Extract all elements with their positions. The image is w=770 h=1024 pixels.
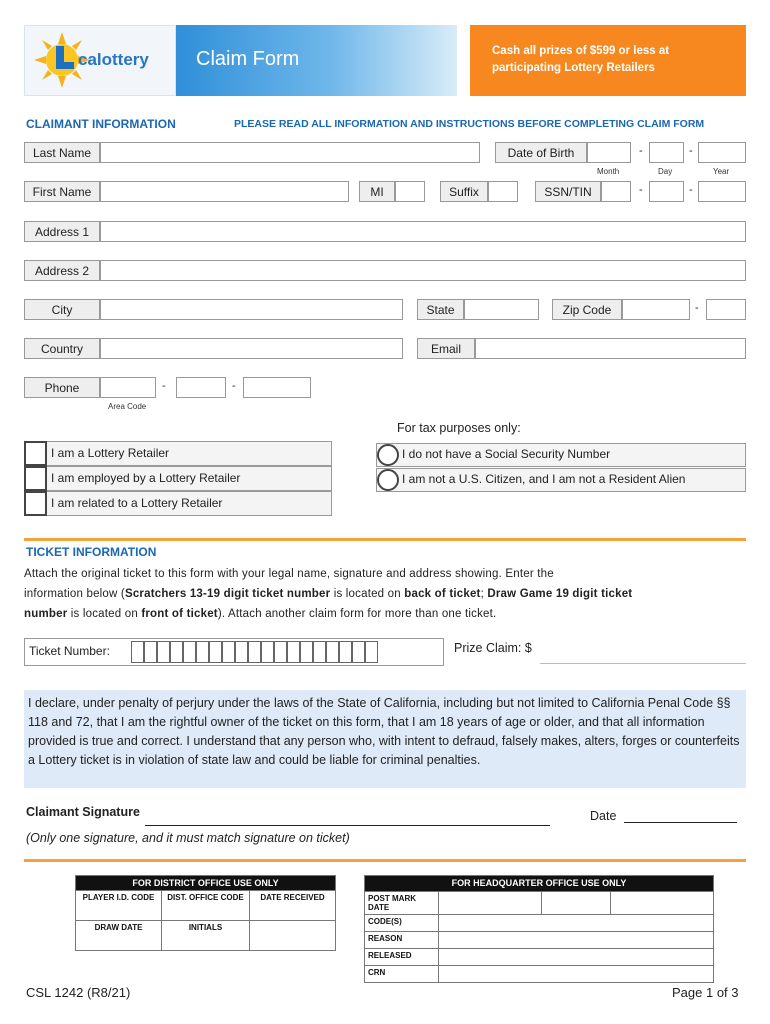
ssn-part2-field[interactable] <box>649 181 684 202</box>
dob-label: Date of Birth <box>495 142 587 163</box>
month-caption: Month <box>597 167 620 176</box>
last-name-label: Last Name <box>24 142 100 163</box>
hq-office-table <box>364 875 714 983</box>
dob-year-field[interactable] <box>698 142 746 163</box>
phone-area-field[interactable] <box>100 377 156 398</box>
city-label: City <box>24 299 100 320</box>
zip-field[interactable] <box>622 299 690 320</box>
city-field[interactable] <box>100 299 403 320</box>
ssn-dash-2: - <box>689 184 693 196</box>
mi-label: MI <box>359 181 395 202</box>
employed-checkbox[interactable] <box>24 466 47 491</box>
address1-label: Address 1 <box>24 221 100 242</box>
signature-note: (Only one signature, and it must match signature on ticket) <box>26 831 350 845</box>
retailer-checkbox[interactable] <box>24 441 47 466</box>
zip-ext-field[interactable] <box>706 299 746 320</box>
ticket-digit-cell[interactable] <box>170 641 183 663</box>
phone-prefix-field[interactable] <box>176 377 226 398</box>
related-checkbox[interactable] <box>24 491 47 516</box>
related-option-label: I am related to a Lottery Retailer <box>51 496 223 510</box>
ticket-section-title: TICKET INFORMATION <box>26 545 157 559</box>
ticket-digit-cell[interactable] <box>261 641 274 663</box>
no-ssn-label: I do not have a Social Security Number <box>402 447 611 461</box>
non-citizen-radio[interactable] <box>377 469 399 491</box>
suffix-label: Suffix <box>440 181 488 202</box>
dob-dash-2: - <box>689 145 693 157</box>
first-name-field[interactable] <box>100 181 349 202</box>
ticket-digit-cell[interactable] <box>274 641 287 663</box>
empty-cell <box>250 921 336 951</box>
ticket-instructions-line2: information below (Scratchers 13-19 digit ticket number is located on back of ticket; Draw Game 19 digit ticket <box>24 588 633 600</box>
phone-dash-1: - <box>162 380 166 392</box>
dob-month-field[interactable] <box>587 142 631 163</box>
form-code: CSL 1242 (R8/21) <box>26 985 131 1000</box>
ticket-digit-cell[interactable] <box>157 641 170 663</box>
page-title: Claim Form <box>196 48 300 70</box>
year-caption: Year <box>713 167 730 176</box>
signature-label: Claimant Signature <box>26 805 140 819</box>
dist-office-code-cell: DIST. OFFICE CODE <box>162 891 250 921</box>
day-caption: Day <box>658 167 673 176</box>
draw-date-cell: DRAW DATE <box>76 921 162 951</box>
claimant-instructions: PLEASE READ ALL INFORMATION AND INSTRUCTIONS BEFORE COMPLETING CLAIM FORM <box>234 118 705 130</box>
ticket-digit-cell[interactable] <box>287 641 300 663</box>
ticket-digit-cell[interactable] <box>183 641 196 663</box>
zip-label: Zip Code <box>552 299 622 320</box>
crn-cell: CRN <box>365 966 439 983</box>
ticket-digit-cell[interactable] <box>131 641 144 663</box>
ticket-digit-cell[interactable] <box>235 641 248 663</box>
country-field[interactable] <box>100 338 403 359</box>
email-label: Email <box>417 338 475 359</box>
zip-dash: - <box>695 302 699 314</box>
page-number: Page 1 of 3 <box>672 985 739 1000</box>
phone-label: Phone <box>24 377 100 398</box>
prize-claim-label: Prize Claim: $ <box>454 641 532 655</box>
claimant-section-title: CLAIMANT INFORMATION <box>26 117 176 131</box>
state-field[interactable] <box>464 299 539 320</box>
district-office-table <box>75 875 336 951</box>
hq-blank-cell <box>542 892 611 915</box>
tax-title: For tax purposes only: <box>397 421 521 435</box>
dob-day-field[interactable] <box>649 142 684 163</box>
phone-dash-2: - <box>232 380 236 392</box>
ticket-digit-cell[interactable] <box>313 641 326 663</box>
first-name-label: First Name <box>24 181 100 202</box>
district-office-title: FOR DISTRICT OFFICE USE ONLY <box>76 876 336 891</box>
reason-cell: REASON <box>365 932 439 949</box>
ticket-instructions-line3: number is located on front of ticket). Attach another claim form for more than one ticket. <box>24 608 497 620</box>
hq-blank-cell <box>611 892 714 915</box>
hq-blank-cell <box>439 966 714 983</box>
last-name-field[interactable] <box>100 142 480 163</box>
suffix-field[interactable] <box>488 181 518 202</box>
codes-cell: CODE(S) <box>365 915 439 932</box>
hq-blank-cell <box>439 932 714 949</box>
signature-date-line[interactable] <box>624 822 737 823</box>
state-label: State <box>417 299 464 320</box>
employed-option-label: I am employed by a Lottery Retailer <box>51 471 241 485</box>
ticket-digit-cell[interactable] <box>352 641 365 663</box>
prize-claim-field[interactable] <box>540 636 746 664</box>
initials-cell: INITIALS <box>162 921 250 951</box>
hq-office-title: FOR HEADQUARTER OFFICE USE ONLY <box>365 876 714 892</box>
ticket-digit-cell[interactable] <box>326 641 339 663</box>
phone-line-field[interactable] <box>243 377 311 398</box>
logo-text: calottery <box>78 50 149 69</box>
ssn-label: SSN/TIN <box>535 181 601 202</box>
ssn-dash-1: - <box>639 184 643 196</box>
non-citizen-label: I am not a U.S. Citizen, and I am not a Resident Alien <box>402 472 686 486</box>
no-ssn-radio[interactable] <box>377 444 399 466</box>
address1-field[interactable] <box>100 221 746 242</box>
retailer-option-label: I am a Lottery Retailer <box>51 446 170 460</box>
declaration-text: I declare, under penalty of perjury under the laws of the State of California, including but not limited to California Penal Code §§ 118 and 72, that I am the rightful owner of the ticket on this form, that I am 18 years of age or older, and that all information provided is true and correct. I understand that any person who, with intent to defraud, falsely makes, alters, forges or counterfeits a Lottery ticket is in violation of state law and could be liable for criminal penalties. <box>28 696 740 767</box>
ticket-instructions-line1: Attach the original ticket to this form with your legal name, signature and address showing. Enter the <box>24 568 554 580</box>
address2-field[interactable] <box>100 260 746 281</box>
ssn-part1-field[interactable] <box>601 181 631 202</box>
ticket-digit-cell[interactable] <box>339 641 352 663</box>
mi-field[interactable] <box>395 181 425 202</box>
ticket-digit-cell[interactable] <box>209 641 222 663</box>
ticket-digit-cell[interactable] <box>222 641 235 663</box>
player-id-cell: PLAYER I.D. CODE <box>76 891 162 921</box>
ticket-digit-cell[interactable] <box>248 641 261 663</box>
section-divider <box>24 538 746 541</box>
hq-blank-cell <box>439 892 542 915</box>
office-divider <box>24 859 746 862</box>
notice-text: Cash all prizes of $599 or less at participating Lottery Retailers <box>492 45 670 74</box>
country-label: Country <box>24 338 100 359</box>
ticket-number-input[interactable] <box>131 641 378 663</box>
area-code-caption: Area Code <box>108 402 147 411</box>
ticket-digit-cell[interactable] <box>365 641 378 663</box>
date-received-cell: DATE RECEIVED <box>250 891 336 921</box>
ticket-digit-cell[interactable] <box>196 641 209 663</box>
postmark-date-cell: POST MARK DATE <box>365 892 439 915</box>
ticket-digit-cell[interactable] <box>300 641 313 663</box>
signature-line[interactable] <box>145 825 550 826</box>
ticket-number-label: Ticket Number: <box>29 644 110 658</box>
address2-label: Address 2 <box>24 260 100 281</box>
hq-blank-cell <box>439 915 714 932</box>
released-cell: RELEASED <box>365 949 439 966</box>
signature-date-label: Date <box>590 809 617 823</box>
dob-dash-1: - <box>639 145 643 157</box>
email-field[interactable] <box>475 338 746 359</box>
ticket-digit-cell[interactable] <box>144 641 157 663</box>
ssn-part3-field[interactable] <box>698 181 746 202</box>
hq-blank-cell <box>439 949 714 966</box>
